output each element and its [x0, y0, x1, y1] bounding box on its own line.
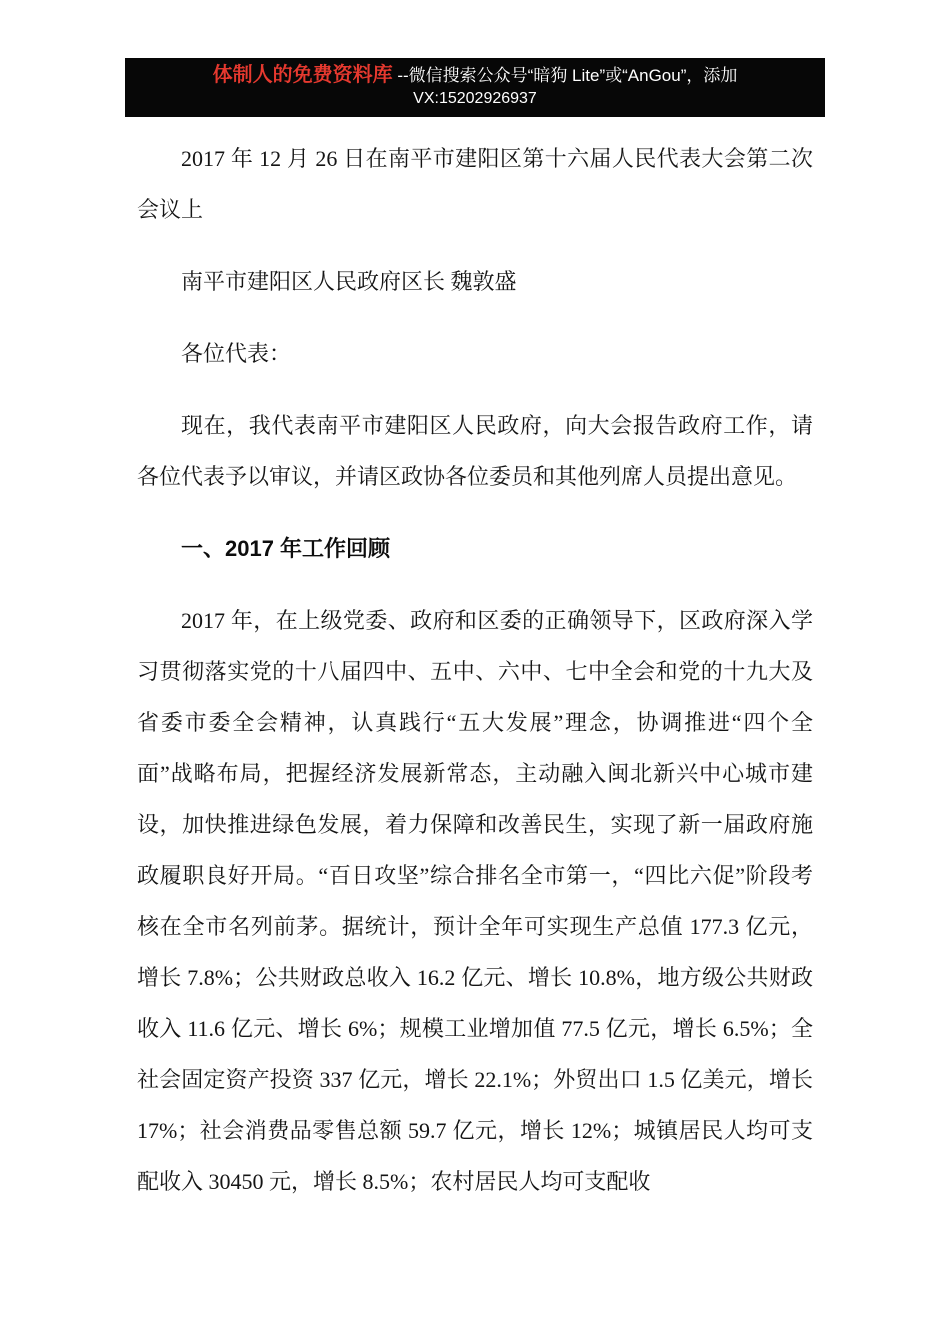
document-body	[137, 133, 813, 1207]
section-heading: 一、2017 年工作回顾	[181, 536, 391, 561]
speaker-paragraph: 南平市建阳区人民政府区长 魏敦盛	[181, 269, 517, 294]
intro-paragraph: 现在，我代表南平市建阳区人民政府，向大会报告政府工作，请各位代表予以审议，并请区政协各位委员和其他列席人员提出意见。	[137, 413, 813, 489]
title-paragraph: 2017 年 12 月 26 日在南平市建阳区第十六届人民代表大会第二次会议上	[137, 146, 813, 222]
banner-promo-line	[137, 63, 813, 88]
banner-promo-text: --微信搜索公众号“暗狗 Lite”或“AnGou”，添加	[392, 66, 738, 85]
salutation-paragraph: 各位代表：	[181, 341, 292, 366]
report-body-paragraph: 2017 年，在上级党委、政府和区委的正确领导下，区政府深入学习贯彻落实党的十八届四中、五中、六中、七中全会和党的十九大及省委市委全会精神，认真践行“五大发展”理念，协调推进“四个全面”战略布局，把握经济发展新常态，主动融入闽北新兴中心城市建设，加快推进绿色发展，着力保障和改善民生，实现了新一届政府施政履职良好开局。“百日攻坚”综合排名全市第一，“四比六促”阶段考核在全市名列前茅。据统计，预计全年可实现生产总值 177.3 亿元，增长 7.8%；公共财政总收入 16.2 亿元、增长 10.8%，地方级公共财政收入 11.6 亿元、增长 6%；规模工业增加值 77.5 亿元，增长 6.5%；全社会固定资产投资 337 亿元，增长 22.1%；外贸出口 1.5 亿美元，增长 17%；社会消费品零售总额 59.7 亿元，增长 12%；城镇居民人均可支配收入 30450 元，增长 8.5%；农村居民人均可支配收	[137, 608, 813, 1194]
banner-highlight-text: 体制人的免费资料库	[212, 64, 393, 86]
header-banner	[125, 58, 825, 117]
banner-contact-text: VX:15202926937	[413, 90, 537, 107]
